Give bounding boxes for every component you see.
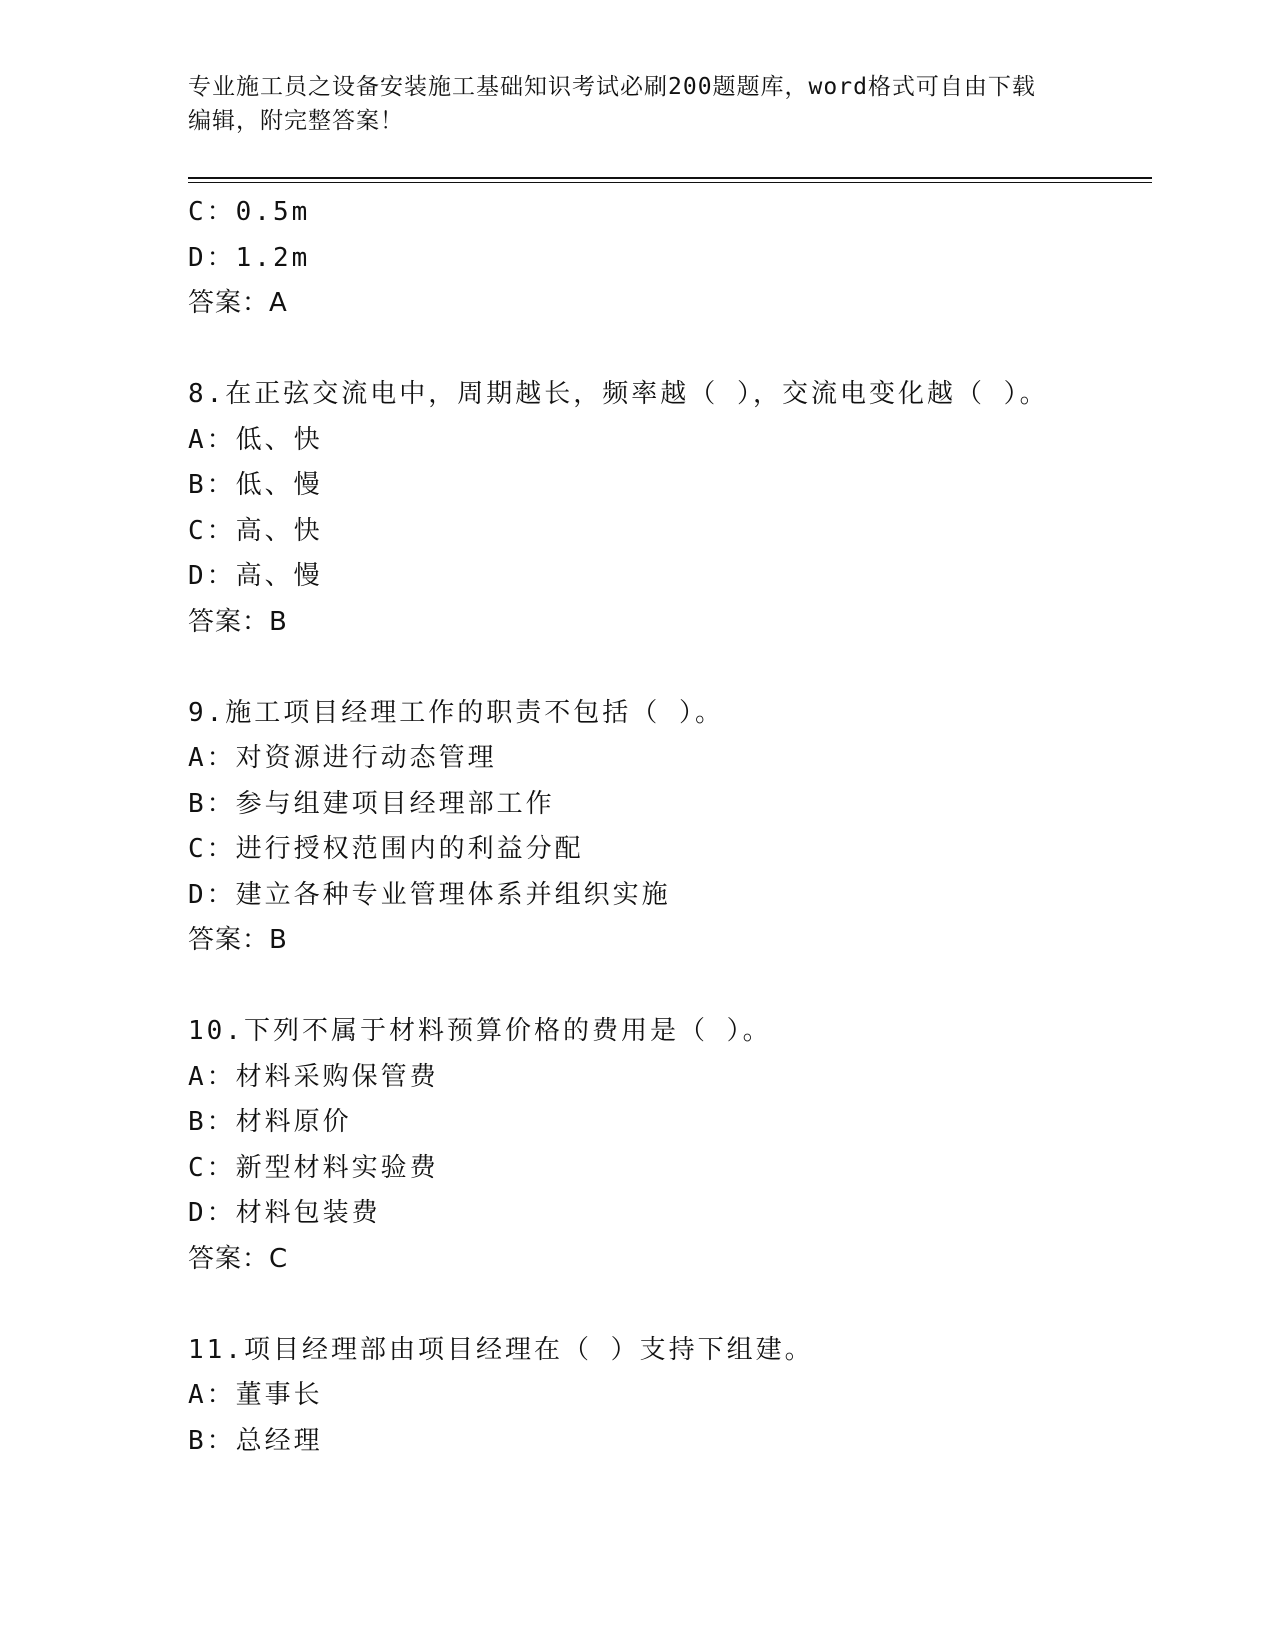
spacer	[188, 964, 1152, 1010]
answer: 答案：B	[188, 925, 288, 955]
option-a: A：对资源进行动态管理	[188, 743, 497, 773]
option-b: B：总经理	[188, 1425, 323, 1456]
spacer	[188, 645, 1152, 691]
option-a: A：低、快	[188, 424, 323, 455]
question-list	[188, 190, 1152, 1464]
option-a: A：董事长	[188, 1380, 323, 1410]
option-b: B：低、慢	[188, 470, 323, 500]
option-a: A：材料采购保管费	[188, 1061, 439, 1092]
option-c: C：0.5m	[188, 197, 311, 227]
header-line-1: 专业施工员之设备安装施工基础知识考试必刷200题题库，word格式可自由下载	[188, 74, 1036, 100]
header-rule-thin	[188, 182, 1152, 183]
answer: 答案：C	[188, 1243, 289, 1274]
spacer	[188, 327, 1152, 373]
answer: 答案：B	[188, 606, 288, 637]
option-d: D：高、慢	[188, 561, 323, 591]
option-d: D：材料包装费	[188, 1198, 381, 1228]
option-d: D：1.2m	[188, 242, 311, 273]
spacer	[188, 1282, 1152, 1328]
answer: 答案：A	[188, 288, 288, 318]
header-line-2: 编辑，附完整答案！	[188, 108, 404, 134]
document-header	[188, 70, 1088, 138]
question-stem: 8.在正弦交流电中，周期越长，频率越（ ），交流电变化越（ ）。	[188, 379, 1049, 409]
question-10	[188, 1009, 1152, 1282]
question-8	[188, 372, 1152, 645]
option-c: C：高、快	[188, 515, 323, 546]
option-b: B：参与组建项目经理部工作	[188, 788, 555, 819]
option-d: D：建立各种专业管理体系并组织实施	[188, 879, 671, 910]
header-rule-thick	[188, 177, 1152, 179]
option-b: B：材料原价	[188, 1107, 352, 1137]
question-stem: 10.下列不属于材料预算价格的费用是（ ）。	[188, 1016, 772, 1046]
option-c: C：进行授权范围内的利益分配	[188, 834, 584, 864]
question-stem: 11.项目经理部由项目经理在（ ）支持下组建。	[188, 1334, 814, 1365]
question-stem: 9.施工项目经理工作的职责不包括（ ）。	[188, 697, 724, 728]
option-c: C：新型材料实验费	[188, 1152, 439, 1183]
question-9	[188, 691, 1152, 964]
question-11	[188, 1328, 1152, 1465]
question-7-tail	[188, 190, 1152, 327]
